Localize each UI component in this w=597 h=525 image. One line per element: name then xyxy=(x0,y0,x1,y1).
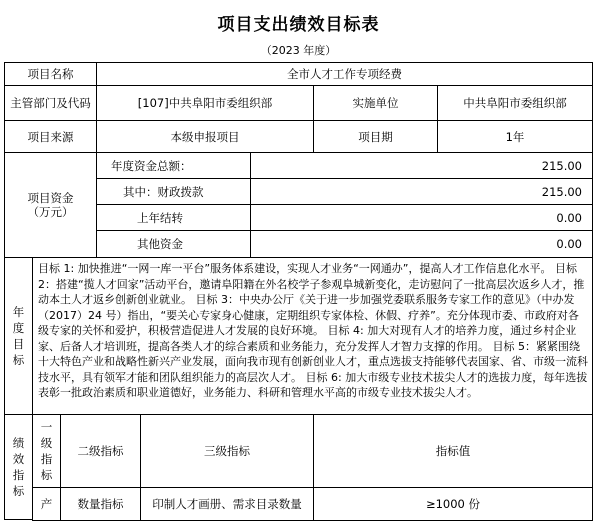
indicator-level2: 数量指标 xyxy=(60,487,141,521)
fund-item-label: 其他资金 xyxy=(96,230,251,258)
project-name-label: 项目名称 xyxy=(4,62,97,86)
indicator-value: ≥1000 份 xyxy=(313,487,593,521)
fund-item-label: 上年结转 xyxy=(96,204,251,231)
year-label: （2023 年度） xyxy=(260,44,337,57)
period-value: 1年 xyxy=(437,120,593,153)
funds-label-line1: 项目资金 xyxy=(27,191,74,205)
impl-label: 实施单位 xyxy=(313,85,438,121)
header-level1: 一 级 指 标 xyxy=(32,414,61,488)
source-value: 本级申报项目 xyxy=(96,120,314,153)
project-name-value: 全市人才工作专项经费 xyxy=(96,62,593,86)
fund-item-value: 215.00 xyxy=(250,178,593,205)
fund-item-value: 0.00 xyxy=(250,204,593,231)
page-title: 项目支出绩效目标表 xyxy=(217,15,380,35)
fund-item-label: 其中：财政拨款 xyxy=(96,178,251,205)
funds-label-line2: （万元） xyxy=(27,205,74,219)
funds-label xyxy=(4,152,97,258)
impl-value: 中共阜阳市委组织部 xyxy=(437,85,593,121)
dept-label: 主管部门及代码 xyxy=(4,85,97,121)
fund-item-value: 0.00 xyxy=(250,230,593,258)
header-value: 指标值 xyxy=(313,414,593,488)
fund-item-value: 215.00 xyxy=(250,152,593,179)
goals-label: 年 度 目 标 xyxy=(4,257,33,415)
indicator-level1: 产 xyxy=(32,487,61,521)
indicator-level3: 印制人才画册、需求目录数量 xyxy=(140,487,314,521)
indicators-label: 绩 效 指 标 xyxy=(4,414,33,520)
header-level2: 二级指标 xyxy=(60,414,141,488)
period-label: 项目期 xyxy=(313,120,438,153)
dept-value: [107]中共阜阳市委组织部 xyxy=(96,85,314,121)
source-label: 项目来源 xyxy=(4,120,97,153)
fund-item-label: 年度资金总额： xyxy=(96,152,251,179)
goals-text: 目标 1: 加快推进“一网一库一平台”服务体系建设，实现人才业务“一网通办”，提高人才工作信息化水平。 目标 2：搭建“揽人才回家”活动平台，邀请阜阳籍在外名校学子参观阜城新变化，走访慰问了一批高层次返乡人才，推动本土人才返乡创新创业就业。 目标 3：中央办公厅《关于进一步加强党委联系服务专家工作的意见》（中办发（2017）24 号）指出，“要关心专家身心健康，定期组织专家体检、休假、疗养”。充分体现市委、市政府对各级专家的关怀和爱护，积极营造促进人才发展的良好环境。 目标 4: 加大对现有人才的培养力度，通过乡村企业家、后备人才培训班，提高各类人才的综合素质和业务能力，充分发挥人才智力支撑的作用。 目标 5：紧紧围绕十大特色产业和战略性新兴产业发展，面向我市现有创新创业人才，重点选拔支持能够代表国家、省、市级一流科技水平，具有领军才能和团队组织能力的高层次人才。 目标 6: 加大市级专业技术拔尖人才的选拔力度，每年选拔表彰一批政治素质和职业道德好，业务能力、科研和管理水平高的市级专业技术拔尖人才。 xyxy=(32,257,593,415)
header-level3: 三级指标 xyxy=(140,414,314,488)
